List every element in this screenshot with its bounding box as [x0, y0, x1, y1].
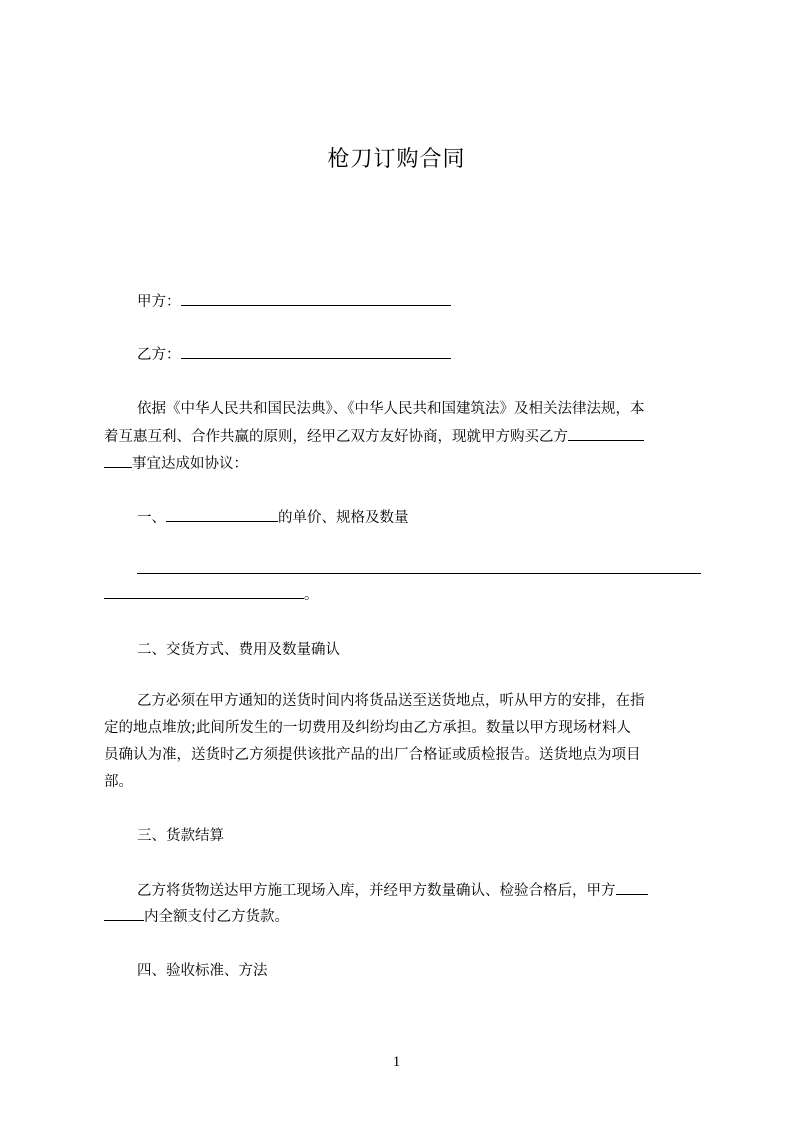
- section-1-end-mark: 。: [304, 587, 319, 603]
- section-2-line-4: 部。: [104, 774, 133, 790]
- preamble-line-2: 着互惠互利、合作共赢的原则，经甲乙双方友好协商，现就甲方购买乙方: [104, 429, 568, 445]
- section-1-heading-suffix: 的单价、规格及数量: [278, 510, 409, 526]
- party-b-blank: [181, 344, 451, 359]
- payment-term-blank-cont: [104, 906, 144, 921]
- party-a-blank: [181, 291, 451, 306]
- preamble-line-3: 事宜达成如协议：: [132, 456, 248, 472]
- party-a-label: 甲方：: [137, 294, 181, 310]
- party-b-row: [137, 344, 451, 365]
- section-3-line-2: 内全额支付乙方货款。: [144, 909, 289, 925]
- preamble-line-3-row: [104, 453, 248, 474]
- page-number: 1: [392, 1054, 401, 1070]
- section-1-blank-line-1: [137, 573, 701, 574]
- payment-term-blank: [616, 880, 648, 895]
- purchase-item-blank-cont: [104, 453, 132, 468]
- section-1-blank-line-2-row: [104, 584, 319, 605]
- party-b-label: 乙方：: [137, 347, 181, 363]
- section-3-line-1: 乙方将货物送达甲方施工现场入库，并经甲方数量确认、检验合格后，甲方: [137, 883, 616, 899]
- section-2-line-3: 员确认为准，送货时乙方须提供该批产品的出厂合格证或质检报告。送货地点为项目: [104, 747, 641, 763]
- section-1-heading-prefix: 一、: [137, 510, 166, 526]
- section-2-line-2: 定的地点堆放;此间所发生的一切费用及纠纷均由乙方承担。数量以甲方现场材料人: [104, 720, 631, 736]
- item-name-blank: [166, 507, 278, 522]
- preamble-line-1: 依据《中华人民共和国民法典》、《中华人民共和国建筑法》及相关法律法规，本: [137, 401, 645, 417]
- section-1-blank-line-2: [104, 584, 304, 599]
- purchase-item-blank: [568, 426, 644, 441]
- section-3-heading: 三、货款结算: [137, 828, 224, 844]
- section-3-line-2-row: [104, 906, 289, 927]
- document-title: 枪刀订购合同: [327, 147, 466, 172]
- preamble-line-2-row: [104, 426, 644, 447]
- section-1-heading: [137, 507, 409, 528]
- party-a-row: [137, 291, 451, 312]
- section-2-line-1: 乙方必须在甲方通知的送货时间内将货品送至送货地点，听从甲方的安排，在指: [137, 693, 645, 709]
- section-3-line-1-row: [137, 880, 648, 901]
- section-2-heading: 二、交货方式、费用及数量确认: [137, 642, 340, 658]
- section-4-heading: 四、验收标准、方法: [137, 963, 268, 979]
